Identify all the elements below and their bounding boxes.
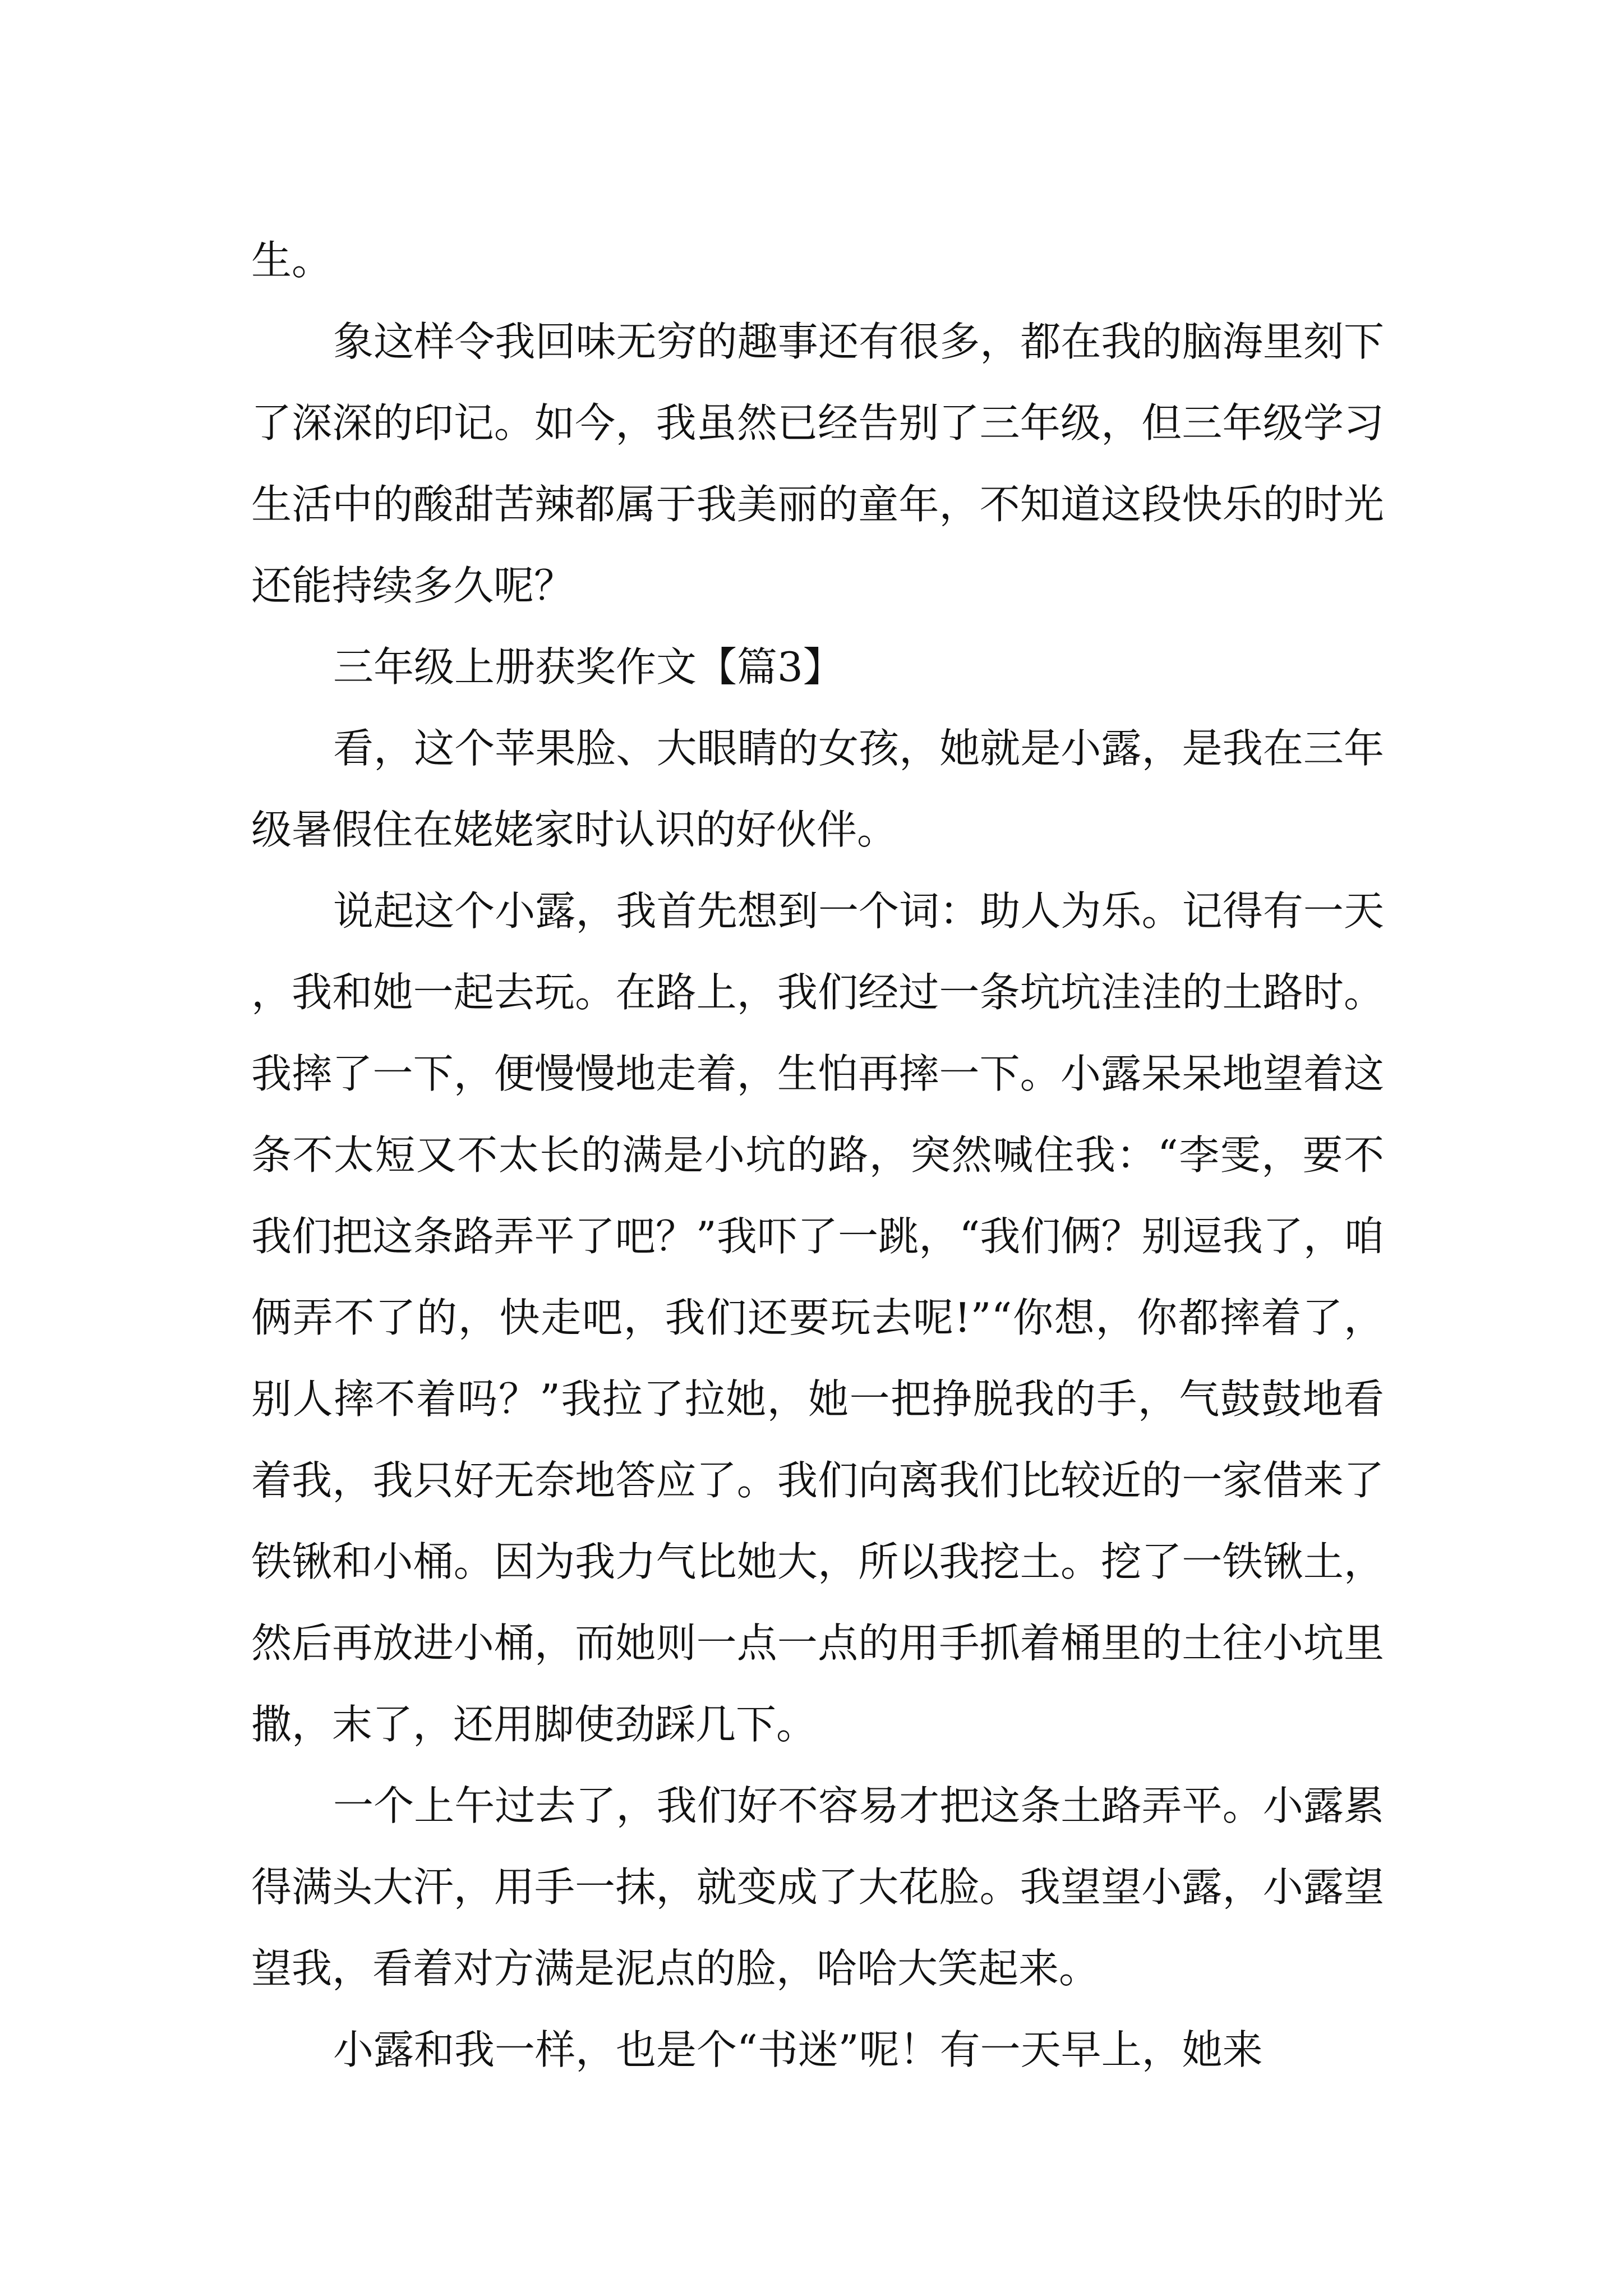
paragraph: 小露和我一样，也是个“书迷”呢！有一天早上，她来 (333, 2026, 1263, 2073)
document-body (251, 220, 1384, 2091)
paragraph-continuation: 生。 (251, 237, 333, 284)
paragraph: 象这样令我回味无穷的趣事还有很多，都在我的脑海里刻下了深深的印记。如今，我虽然已经告别了三年级，但三年级学习生活中的酸甜苦辣都属于我美丽的童年，不知道这段快乐的时光还能持续多久呢？ (251, 318, 1384, 609)
paragraph: 看，这个苹果脸、大眼睛的女孩，她就是小露，是我在三年级暑假住在姥姥家时认识的好伙伴。 (251, 725, 1384, 853)
paragraph: 说起这个小露，我首先想到一个词：助人为乐。记得有一天，我和她一起去玩。在路上，我们经过一条坑坑洼洼的土路时。我摔了一下，便慢慢地走着，生怕再摔一下。小露呆呆地望着这条不太短又不太长的满是小坑的路，突然喊住我：“李雯，要不我们把这条路弄平了吧？”我吓了一跳，“我们俩？别逗我了，咱俩弄不了的，快走吧，我们还要玩去呢!”“你想，你都摔着了，别人摔不着吗？”我拉了拉她，她一把挣脱我的手，气鼓鼓地看着我，我只好无奈地答应了。我们向离我们比较近的一家借来了铁锹和小桶。因为我力气比她大，所以我挖土。挖了一铁锹土，然后再放进小桶，而她则一点一点的用手抓着桶里的土往小坑里撒，末了，还用脚使劲踩几下。 (251, 887, 1384, 1748)
paragraph: 一个上午过去了，我们好不容易才把这条土路弄平。小露累得满头大汗，用手一抹，就变成了大花脸。我望望小露，小露望望我，看着对方满是泥点的脸，哈哈大笑起来。 (251, 1782, 1384, 1992)
essay-title: 三年级上册获奖作文【篇3】 (333, 643, 843, 691)
